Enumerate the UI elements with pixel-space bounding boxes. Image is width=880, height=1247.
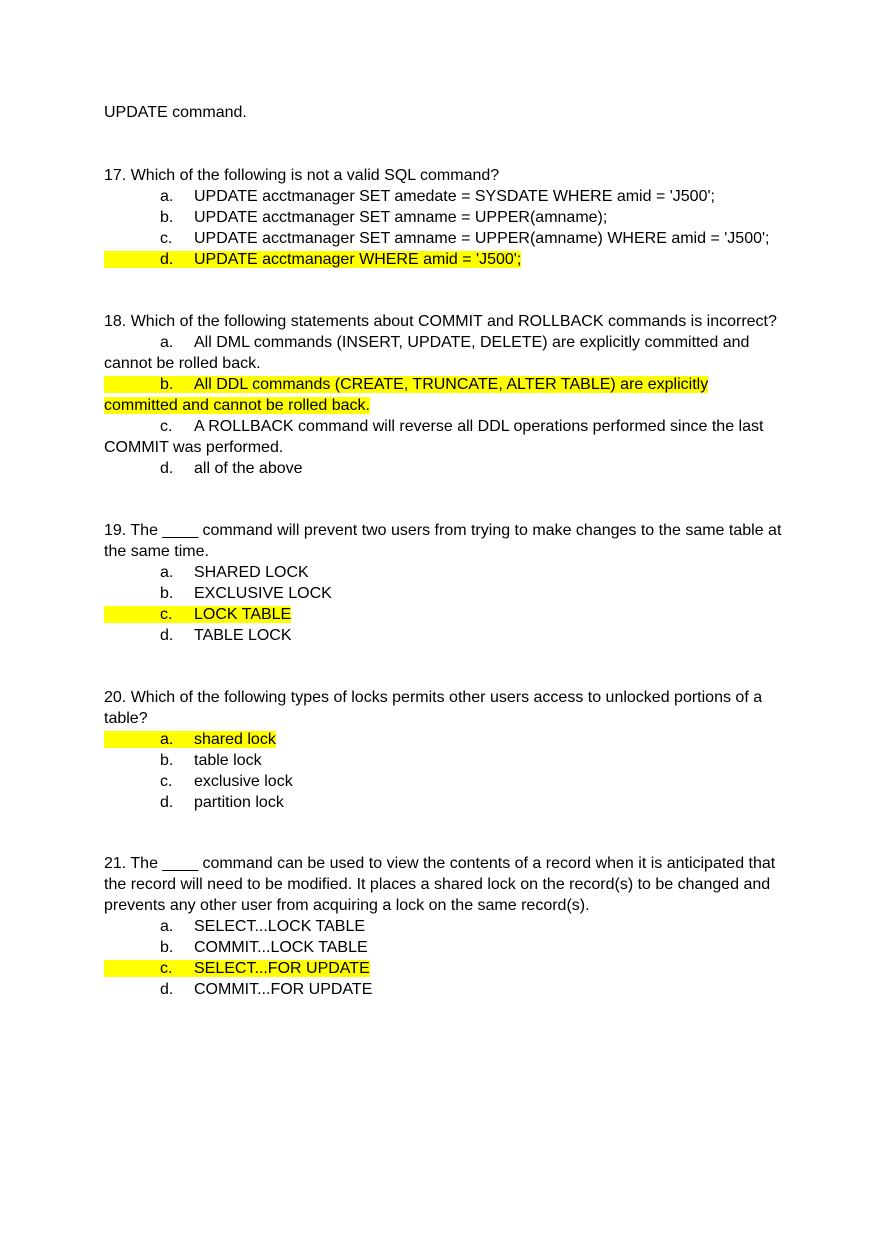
question-stem: 17. Which of the following is not a valid SQL command?	[104, 167, 500, 184]
option-text: COMMIT...LOCK TABLE	[194, 939, 368, 956]
option-d	[104, 458, 784, 479]
option-b	[104, 750, 784, 771]
option-letter: c.	[160, 773, 173, 790]
option-text: SHARED LOCK	[194, 564, 309, 581]
question-stem-line-3: prevents any other user from acquiring a lock on the same record(s).	[104, 897, 590, 914]
question-21	[104, 853, 784, 1000]
option-a	[104, 916, 784, 937]
option-c-continuation: COMMIT was performed.	[104, 439, 284, 456]
option-letter: c.	[160, 606, 173, 623]
option-text: COMMIT...FOR UPDATE	[194, 981, 373, 998]
option-d	[104, 792, 784, 813]
option-letter: d.	[160, 794, 174, 811]
option-text: UPDATE acctmanager SET amname = UPPER(amname) WHERE amid = 'J500';	[194, 230, 770, 247]
option-letter: a.	[160, 188, 174, 205]
option-text: SELECT...LOCK TABLE	[194, 918, 366, 935]
option-text: shared lock	[194, 731, 276, 748]
question-stem-line-2: the record will need to be modified. It places a shared lock on the record(s) to be changed and	[104, 876, 771, 893]
option-letter: b.	[160, 752, 174, 769]
option-text: LOCK TABLE	[194, 606, 292, 623]
option-c	[104, 416, 784, 437]
question-19	[104, 520, 784, 646]
option-letter: d.	[160, 981, 174, 998]
intro-text: UPDATE command.	[104, 104, 247, 121]
option-letter: b.	[160, 939, 174, 956]
option-text: A ROLLBACK command will reverse all DDL operations performed since the last	[194, 418, 764, 435]
option-b	[104, 583, 784, 604]
option-d	[104, 625, 784, 646]
option-letter: a.	[160, 918, 174, 935]
option-c	[104, 771, 784, 792]
option-continuation-text: committed and cannot be rolled back.	[104, 397, 370, 414]
question-20	[104, 687, 784, 813]
option-letter: c.	[160, 230, 173, 247]
option-letter: a.	[160, 334, 174, 351]
option-text: UPDATE acctmanager SET amname = UPPER(amname);	[194, 209, 608, 226]
option-letter: d.	[160, 251, 174, 268]
option-text: EXCLUSIVE LOCK	[194, 585, 332, 602]
option-a	[104, 186, 784, 207]
option-b-continuation	[104, 395, 784, 416]
option-letter: c.	[160, 960, 173, 977]
option-text: exclusive lock	[194, 773, 293, 790]
option-c-correct-answer	[104, 604, 784, 625]
question-18	[104, 311, 784, 479]
option-letter: c.	[160, 418, 173, 435]
option-c	[104, 228, 784, 249]
option-d-correct-answer	[104, 249, 784, 270]
question-stem-line-2: table?	[104, 710, 148, 727]
option-letter: a.	[160, 731, 174, 748]
question-stem: 18. Which of the following statements about COMMIT and ROLLBACK commands is incorrect?	[104, 313, 777, 330]
option-text: UPDATE acctmanager WHERE amid = 'J500';	[194, 251, 522, 268]
option-text: TABLE LOCK	[194, 627, 292, 644]
option-letter: d.	[160, 627, 174, 644]
option-text: SELECT...FOR UPDATE	[194, 960, 370, 977]
question-17	[104, 165, 784, 270]
option-b	[104, 937, 784, 958]
option-letter: b.	[160, 585, 174, 602]
option-text: All DML commands (INSERT, UPDATE, DELETE) are explicitly committed and	[194, 334, 750, 351]
option-text: table lock	[194, 752, 262, 769]
option-c-correct-answer	[104, 958, 784, 979]
option-a-continuation: cannot be rolled back.	[104, 355, 261, 372]
option-text: All DDL commands (CREATE, TRUNCATE, ALTER TABLE) are explicitly	[194, 376, 709, 393]
question-stem-line-1: 20. Which of the following types of locks permits other users access to unlocked portions of a	[104, 689, 763, 706]
option-a	[104, 332, 784, 353]
option-d	[104, 979, 784, 1000]
option-b-correct-answer	[104, 374, 784, 395]
option-text: all of the above	[194, 460, 303, 477]
option-letter: d.	[160, 460, 174, 477]
option-b	[104, 207, 784, 228]
option-letter: b.	[160, 376, 174, 393]
question-stem-line-1: 19. The ____ command will prevent two users from trying to make changes to the same table at	[104, 522, 782, 539]
intro-text-block	[104, 102, 784, 123]
option-letter: b.	[160, 209, 174, 226]
option-text: UPDATE acctmanager SET amedate = SYSDATE WHERE amid = 'J500';	[194, 188, 715, 205]
option-letter: a.	[160, 564, 174, 581]
option-a-correct-answer	[104, 729, 784, 750]
option-a	[104, 562, 784, 583]
option-text: partition lock	[194, 794, 284, 811]
question-stem-line-2: the same time.	[104, 543, 209, 560]
question-stem-line-1: 21. The ____ command can be used to view the contents of a record when it is anticipated that	[104, 855, 776, 872]
